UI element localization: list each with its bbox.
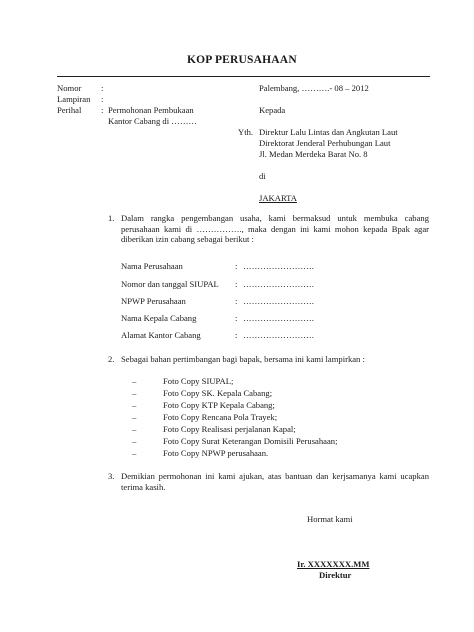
field-label-npwp: NPWP Perusahaan <box>121 296 186 306</box>
perihal-colon: : <box>101 105 104 115</box>
recipient-city: JAKARTA <box>259 193 297 203</box>
letterhead-rule <box>57 76 430 77</box>
field-colon: : <box>235 313 238 323</box>
recipient-line-2: Direktorat Jenderal Perhubungan Laut <box>259 138 391 148</box>
para1-number: 1. <box>108 213 115 223</box>
recipient-di: di <box>259 171 266 181</box>
field-value: ……………………. <box>243 296 314 306</box>
attachment-dash: – <box>132 448 137 458</box>
signature-position: Direktur <box>319 570 352 580</box>
nomor-colon: : <box>101 83 104 93</box>
nomor-label: Nomor <box>57 83 82 93</box>
attachment-item: Foto Copy NPWP perusahaan. <box>163 448 269 458</box>
para3-number: 3. <box>108 471 115 481</box>
field-label-kepala-cabang: Nama Kepala Cabang <box>121 313 197 323</box>
lampiran-label: Lampiran <box>57 94 91 104</box>
attachment-dash: – <box>132 376 137 386</box>
field-value: ……………………. <box>243 261 314 271</box>
attachment-dash: – <box>132 388 137 398</box>
field-label-nama-perusahaan: Nama Perusahaan <box>121 261 183 271</box>
field-value: ……………………. <box>243 330 314 340</box>
perihal-line-2: Kantor Cabang di ……… <box>108 116 198 126</box>
field-value: ……………………. <box>243 279 314 289</box>
field-label-alamat: Alamat Kantor Cabang <box>121 330 201 340</box>
para2-text: Sebagai bahan pertimbangan bagi bapak, bersama ini kami lampirkan : <box>121 354 365 364</box>
recipient-line-3: Jl. Medan Merdeka Barat No. 8 <box>259 149 368 159</box>
letterhead-title: KOP PERUSAHAAN <box>187 54 297 66</box>
perihal-line-1: Permohonan Pembukaan <box>108 105 194 115</box>
para3-text: Demikian permohonan ini kami ajukan, atas bantuan dan kerjsamanya kami ucapkan terima kasih. <box>121 471 429 492</box>
recipient-kepada: Kepada <box>259 105 286 115</box>
field-colon: : <box>235 279 238 289</box>
attachment-item: Foto Copy SK. Kepala Cabang; <box>163 388 273 398</box>
signature-name: Ir. XXXXXXX.MM <box>297 559 370 569</box>
lampiran-colon: : <box>101 94 104 104</box>
perihal-label: Perihal <box>57 105 82 115</box>
attachment-dash: – <box>132 424 137 434</box>
para2-number: 2. <box>108 354 115 364</box>
attachment-dash: – <box>132 412 137 422</box>
field-value: ……………………. <box>243 313 314 323</box>
attachment-item: Foto Copy Surat Keterangan Domisili Perusahaan; <box>163 436 338 446</box>
attachment-item: Foto Copy KTP Kepala Cabang; <box>163 400 275 410</box>
attachment-item: Foto Copy Rencana Pola Trayek; <box>163 412 278 422</box>
attachment-dash: – <box>132 436 137 446</box>
field-label-nomor-siupal: Nomor dan tanggal SIUPAL <box>121 279 219 289</box>
field-colon: : <box>235 296 238 306</box>
attachment-dash: – <box>132 400 137 410</box>
attachment-item: Foto Copy Realisasi perjalanan Kapal; <box>163 424 296 434</box>
place-date: Palembang, ……….- 08 – 2012 <box>259 83 369 93</box>
para1-text: Dalam rangka pengembangan usaha, kami bermaksud untuk membuka cabang perusahaan kami di ……………., maka dengan ini kami mohon kepada Bpak agar diberikan izin cabang sebagai berikut : <box>121 213 429 244</box>
recipient-line-1: Direktur Lalu Lintas dan Angkutan Laut <box>259 127 398 137</box>
signature-hormat: Hormat kami <box>307 514 353 524</box>
field-colon: : <box>235 330 238 340</box>
field-colon: : <box>235 261 238 271</box>
attachment-item: Foto Copy SIUPAL; <box>163 376 234 386</box>
recipient-yth: Yth. <box>238 127 254 137</box>
